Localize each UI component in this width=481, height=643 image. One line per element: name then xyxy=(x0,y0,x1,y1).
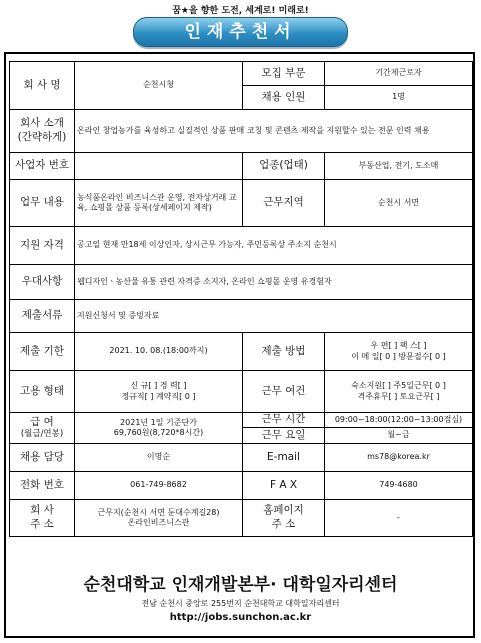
documents-label: 제출서류 xyxy=(10,300,75,333)
company-label: 회 사 명 xyxy=(10,62,75,110)
method-label: 제출 방법 xyxy=(243,333,325,371)
work-days-value: 월~금 xyxy=(325,428,473,444)
manager-value: 이명순 xyxy=(75,444,243,472)
method-line1: 우 편[ ] 팩 스[ ] xyxy=(370,341,427,351)
work-hours-label: 근무 시간 xyxy=(243,413,325,428)
preference-value: 웹디자인ㆍ농산물 유통 관련 자격증 소지자, 온라인 쇼핑몰 운영 유경험자 xyxy=(75,265,473,300)
biz-no-label: 사업자 번호 xyxy=(10,153,75,180)
industry-value: 부동산업, 전기, 도소매 xyxy=(325,153,473,180)
address-label xyxy=(10,500,75,537)
homepage-label-line1: 홈페이지 xyxy=(263,504,304,517)
salary-line2: 69,760원(8,720*8시간) xyxy=(113,428,204,437)
intro-label xyxy=(10,110,75,153)
industry-label: 업종(업태) xyxy=(243,153,325,180)
documents-value: 지원신청서 및 증빙자료 xyxy=(75,300,473,333)
address-value xyxy=(75,500,243,537)
employment-label: 고용 형태 xyxy=(10,371,75,413)
duties-label: 업무 내용 xyxy=(10,180,75,227)
homepage-label xyxy=(243,500,325,537)
preference-label: 우대사항 xyxy=(10,265,75,300)
address-line2: 온라인비즈니스관 xyxy=(127,518,190,527)
conditions-line2: 격주휴무[ ] 토요근무[ ] xyxy=(357,391,440,401)
recommendation-form xyxy=(9,61,473,537)
salary-value xyxy=(75,413,243,444)
method-line2: 이 메 일[ 0 ] 방문접수[ 0 ] xyxy=(351,351,446,361)
footer xyxy=(9,570,472,623)
fax-value: 749-4680 xyxy=(325,472,473,500)
recruit-dept-label: 모집 부문 xyxy=(243,62,325,86)
qualification-label: 지원 자격 xyxy=(10,227,75,265)
intro-value: 온라인 창업농가를 육성하고 실질적인 상품 판매 코칭 및 콘텐츠 제작을 지원할수 있는 전문 인력 채용 xyxy=(75,110,473,153)
headcount-label: 채용 인원 xyxy=(243,86,325,110)
intro-label-line2: (간략하게) xyxy=(17,131,67,143)
document-title: 인재추천서 xyxy=(133,17,348,47)
employment-line1: 신 규[ ] 경 력[ ] xyxy=(130,381,187,391)
phone-value: 061-749-8682 xyxy=(75,472,243,500)
salary-label-line2: (월급/연봉) xyxy=(20,429,64,440)
work-days-label: 근무 요일 xyxy=(243,428,325,444)
salary-label-line1: 급 여 xyxy=(30,415,54,428)
conditions-line1: 숙소지원[ ] 주5일근무[ 0 ] xyxy=(351,381,446,391)
homepage-label-line2: 주 소 xyxy=(271,518,296,530)
fax-label: F A X xyxy=(243,472,325,500)
conditions-label: 근무 여건 xyxy=(243,371,325,413)
slogan: 꿈★을 향한 도전, 세계로! 미래로! xyxy=(172,6,309,16)
salary-label xyxy=(10,413,75,444)
address-label-line2: 주 소 xyxy=(30,518,54,530)
footer-address: 전남 순천시 중앙로 255번지 순천대학교 대학일자리센터 xyxy=(141,599,340,608)
work-area-value: 순천시 서면 xyxy=(325,180,473,227)
phone-label: 전화 번호 xyxy=(10,472,75,500)
recruit-dept-value: 기간제근로자 xyxy=(325,62,473,86)
footer-url[interactable]: http://jobs.sunchon.ac.kr xyxy=(169,612,312,623)
email-value[interactable]: ms78@korea.kr xyxy=(325,444,473,472)
homepage-value: - xyxy=(325,500,473,537)
deadline-value: 2021. 10. 08.(18:00까지) xyxy=(75,333,243,371)
employment-value xyxy=(75,371,243,413)
qualification-value: 공고일 현재 만18세 이상인자, 상시근무 가능자, 주민등록상 주소지 순천시 xyxy=(75,227,473,265)
intro-label-line1: 회사 소개 xyxy=(20,117,64,130)
conditions-value xyxy=(325,371,473,413)
salary-line1: 2021년 1일 기준단가 xyxy=(120,417,197,427)
address-line1: 근무지(순천시 서면 둔대수계길28) xyxy=(97,507,220,517)
company-value: 순천시청 xyxy=(75,62,243,110)
biz-no-value xyxy=(75,153,243,180)
manager-label: 채용 담당 xyxy=(10,444,75,472)
footer-org: 순천대학교 인재개발본부· 대학일자리센터 xyxy=(83,575,398,595)
headcount-value: 1명 xyxy=(325,86,473,110)
address-label-line1: 회 사 xyxy=(30,504,54,517)
email-label: E-mail xyxy=(243,444,325,472)
deadline-label: 제출 기한 xyxy=(10,333,75,371)
employment-line2: 정규직[ ] 계약직[ 0 ] xyxy=(121,391,196,401)
duties-value: 농식품온라인 비즈니스관 운영, 전자상거래 교육, 쇼핑몰 상품 등록(상세페이지 제작) xyxy=(75,180,243,227)
method-value xyxy=(325,333,473,371)
work-area-label: 근무지역 xyxy=(243,180,325,227)
work-hours-value: 09:00~18:00(12:00~13:00점심) xyxy=(325,413,473,428)
